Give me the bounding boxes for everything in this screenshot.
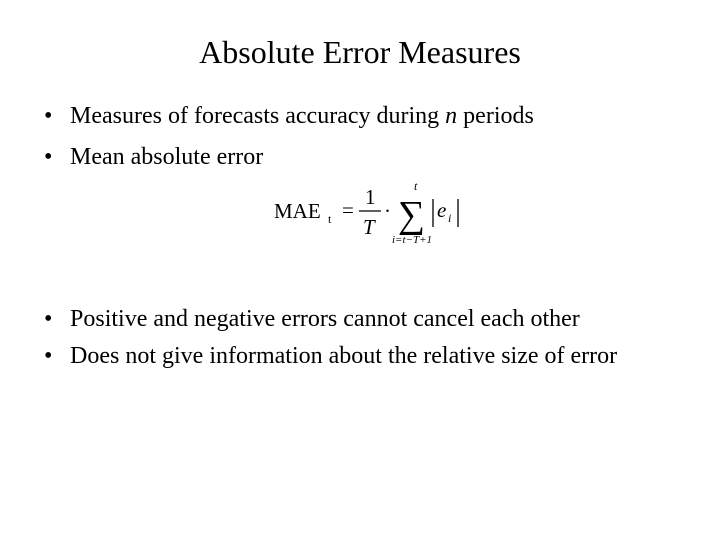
bullet-marker: • [44, 343, 53, 369]
mae-formula [272, 181, 472, 249]
bullet-text-suffix: periods [457, 103, 534, 129]
bullet-text-prefix: Measures of forecasts accuracy during [70, 103, 446, 129]
bullet-text-emphasis: n [445, 103, 458, 129]
formula-numerator: 1 [365, 185, 376, 209]
bullet-mean-absolute-error [44, 139, 664, 175]
bullet-text [70, 98, 664, 134]
bullet-errors-cannot-cancel [44, 301, 664, 337]
slide-title: Absolute Error Measures [199, 34, 521, 70]
bullet-marker: • [44, 103, 53, 129]
formula-denominator: T [363, 215, 375, 239]
bullet-text: Does not give information about the relative size of error [70, 343, 618, 369]
formula-term-subscript: i [448, 211, 452, 225]
formula-lhs-subscript: t [328, 212, 332, 226]
bullet-relative-size [44, 338, 664, 374]
formula-dot: · [384, 199, 391, 223]
sum-lower-limit: i=t−T+1 [392, 234, 432, 246]
formula-lhs: MAE [274, 199, 321, 223]
formula-term: e [437, 198, 447, 222]
bullet-forecast-accuracy [44, 98, 664, 134]
sum-upper-limit: t [414, 181, 418, 193]
formula-equals: = [342, 198, 354, 222]
sigma-icon: ∑ [398, 194, 426, 236]
bullet-marker: • [44, 306, 53, 332]
bullet-text: Mean absolute error [70, 144, 264, 170]
bullet-text: Positive and negative errors cannot cancel each other [70, 306, 580, 332]
bullet-marker: • [44, 144, 53, 170]
